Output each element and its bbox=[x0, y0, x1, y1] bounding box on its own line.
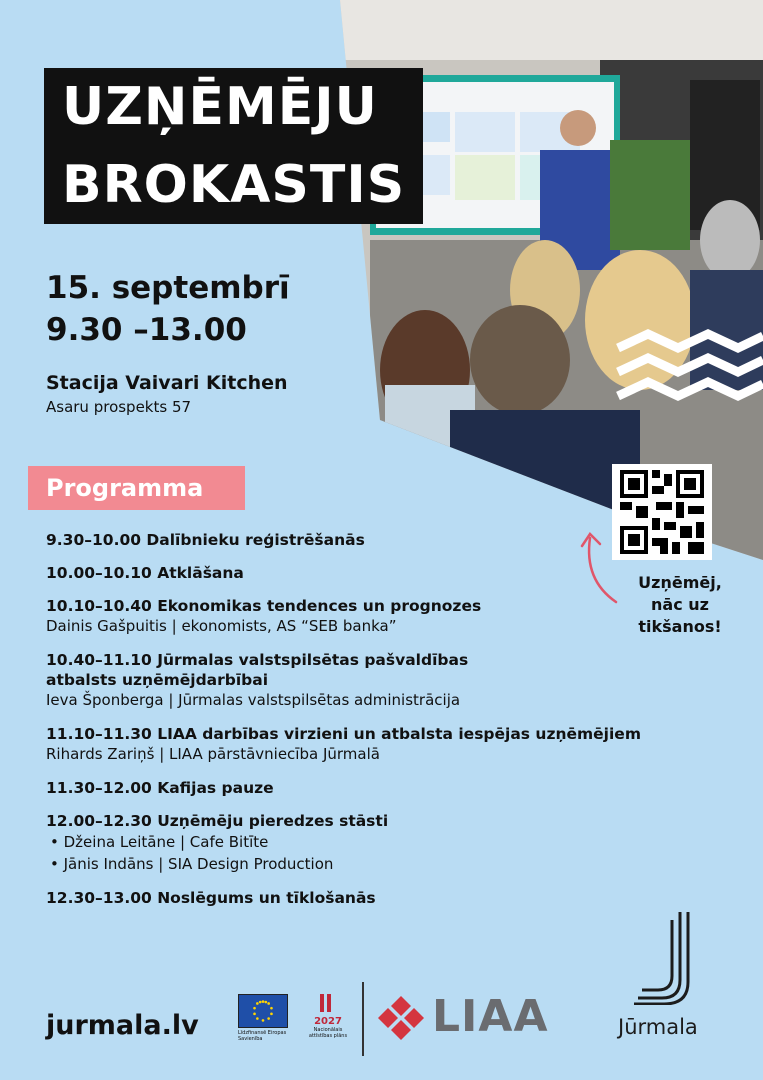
program-bullet: • Džeina Leitāne | Cafe Bitīte bbox=[50, 833, 269, 851]
event-title bbox=[44, 68, 423, 224]
website-link[interactable]: jurmala.lv bbox=[46, 1010, 199, 1041]
program-item-title: 10.10–10.40 Ekonomikas tendences un prognozes bbox=[46, 597, 482, 615]
eu-caption: Līdzfinansē Eiropas Savienība bbox=[238, 1030, 287, 1042]
program-item-title-cont: atbalsts uzņēmējdarbībai bbox=[46, 671, 269, 689]
program-item bbox=[46, 724, 706, 765]
eu-flag-icon bbox=[238, 994, 288, 1028]
plan-caption: Nacionālais attīstības plāns bbox=[308, 1027, 348, 1039]
program-item bbox=[46, 888, 706, 908]
program-item bbox=[46, 650, 706, 711]
cta-text bbox=[620, 572, 740, 638]
title-line-1: UZŅĒMĒJU bbox=[44, 68, 423, 146]
jurmala-logo-text: Jūrmala bbox=[618, 1015, 698, 1039]
national-plan-logo bbox=[308, 994, 348, 1039]
cta-line-1: Uzņēmēj, bbox=[638, 573, 722, 592]
cta-line-2: nāc uz bbox=[651, 595, 709, 614]
title-line-2: BROKASTIS bbox=[44, 146, 423, 224]
program-item-title: 9.30–10.00 Dalībnieku reģistrēšanās bbox=[46, 531, 365, 549]
program-item-speaker: Dainis Gašpuitis | ekonomists, AS “SEB banka” bbox=[46, 617, 397, 635]
program-bullet-text: Džeina Leitāne | Cafe Bitīte bbox=[63, 833, 269, 851]
program-item bbox=[46, 811, 706, 875]
program-bullet: • Jānis Indāns | SIA Design Production bbox=[50, 855, 334, 873]
event-venue: Stacija Vaivari Kitchen bbox=[46, 372, 288, 394]
jurmala-j-logo bbox=[632, 910, 702, 1005]
program-bullet-text: Jānis Indāns | SIA Design Production bbox=[63, 855, 334, 873]
event-date: 15. septembrī bbox=[46, 270, 290, 306]
program-item-speaker: Ieva Šponberga | Jūrmalas valstspilsētas administrācija bbox=[46, 691, 461, 709]
program-item-title: 12.30–13.00 Noslēgums un tīklošanās bbox=[46, 889, 376, 907]
program-item-title: 11.10–11.30 LIAA darbības virzieni un atbalsta iespējas uzņēmējiem bbox=[46, 725, 641, 743]
plan-mark-icon bbox=[308, 994, 348, 1012]
event-address: Asaru prospekts 57 bbox=[46, 398, 192, 416]
liaa-logo-text: LIAA bbox=[432, 991, 549, 1042]
eu-logo bbox=[238, 994, 288, 1042]
footer-divider bbox=[362, 982, 364, 1056]
program-item bbox=[46, 778, 706, 798]
program-item-title: 12.00–12.30 Uzņēmēju pieredzes stāsti bbox=[46, 812, 389, 830]
plan-year: 2027 bbox=[314, 1016, 342, 1027]
program-item-speaker: Rihards Zariņš | LIAA pārstāvniecība Jūrmalā bbox=[46, 745, 380, 763]
program-item-title: 11.30–12.00 Kafijas pauze bbox=[46, 779, 274, 797]
cta-line-3: tikšanos! bbox=[638, 617, 722, 636]
event-time: 9.30 –13.00 bbox=[46, 312, 247, 348]
liaa-diamond-icon bbox=[376, 994, 426, 1040]
program-item-title: 10.00–10.10 Atklāšana bbox=[46, 564, 244, 582]
program-heading: Programma bbox=[28, 466, 245, 510]
program-item-title: 10.40–11.10 Jūrmalas valstspilsētas pašvaldības bbox=[46, 651, 469, 669]
